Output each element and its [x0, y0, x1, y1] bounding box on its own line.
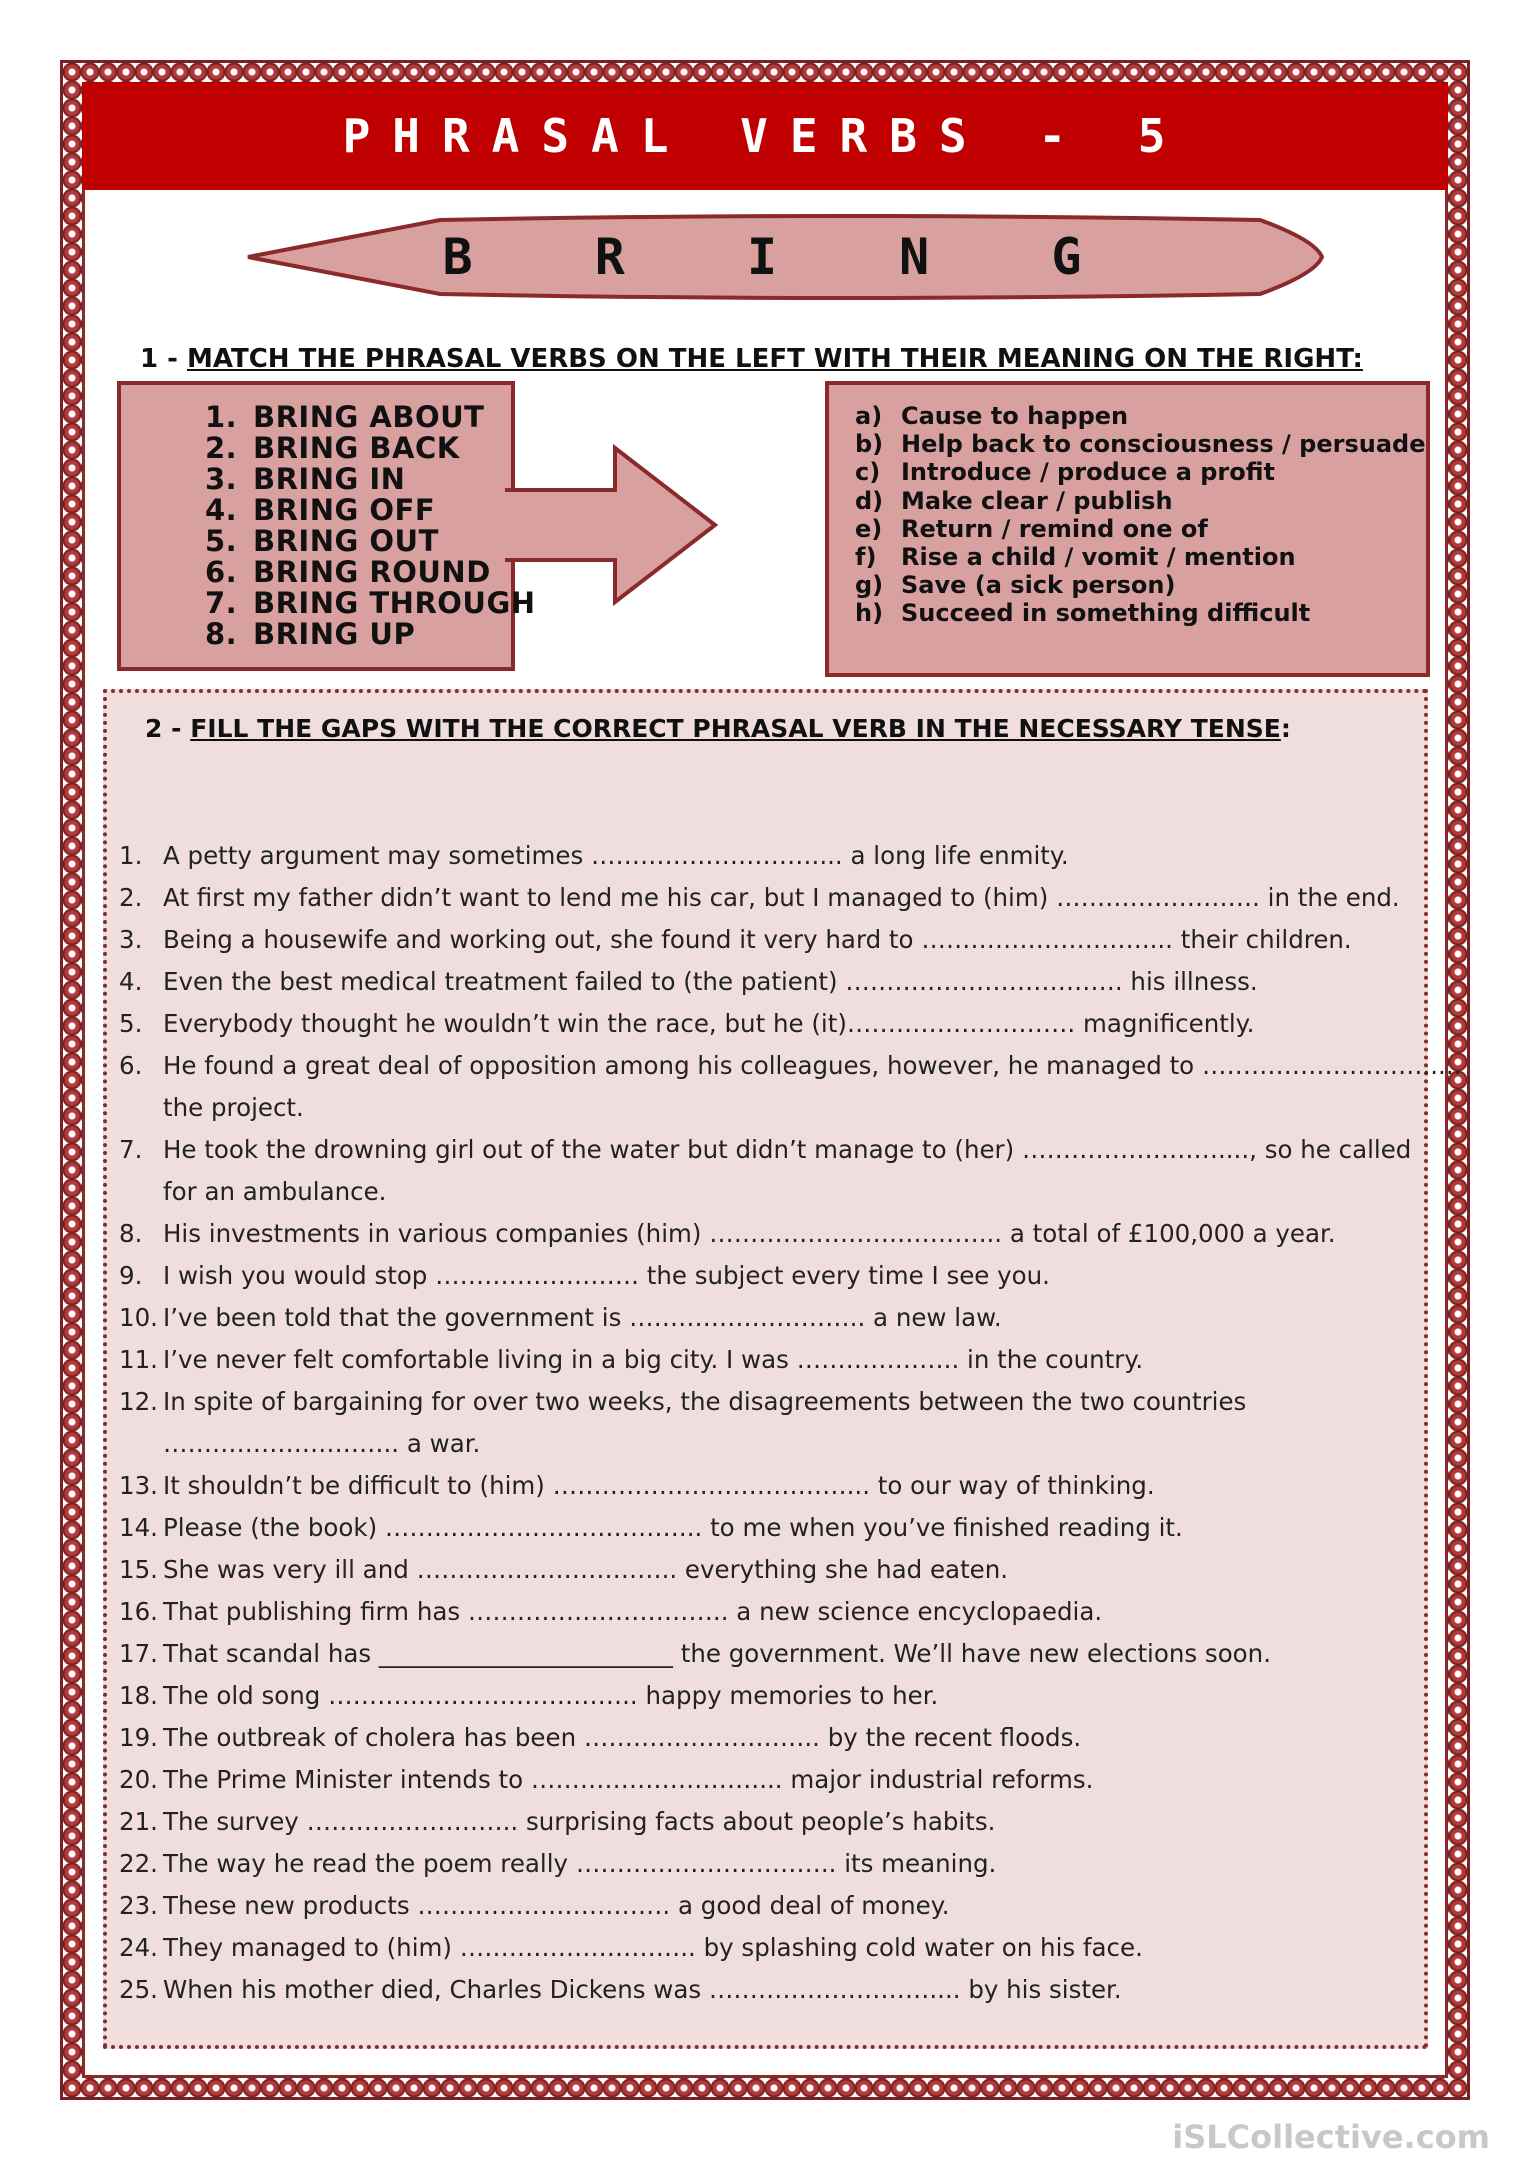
exercise-item: [119, 1969, 1419, 2011]
exercise-sentence: Everybody thought he wouldn’t win the race, but he (it)………………………. magnificently.: [163, 1009, 1255, 1038]
exercise-number: 7.: [119, 1135, 143, 1164]
verb-label: BRING THROUGH: [253, 586, 536, 620]
exercise-sentence: I’ve never felt comfortable living in a big city. I was ……………….. in the country.: [163, 1345, 1144, 1374]
verb-number: 6.: [205, 555, 238, 589]
meaning-letter: f): [855, 543, 877, 572]
exercise-sentence: The survey …………………….. surprising facts about people’s habits.: [163, 1807, 996, 1836]
verb-item: [205, 433, 536, 464]
meaning-text: Succeed in something difficult: [901, 599, 1311, 628]
verb-number: 5.: [205, 524, 238, 558]
exercise-sentence: It shouldn’t be difficult to (him) ………………………………... to our way of thinking.: [163, 1471, 1155, 1500]
exercise-sentence: She was very ill and ………………………….. everything she had eaten.: [163, 1555, 1009, 1584]
exercise-item: [119, 1549, 1419, 1591]
match-arrow-shape: [505, 448, 715, 602]
verb-number: 2.: [205, 431, 238, 465]
exercise-item: [119, 835, 1419, 877]
exercise-sentence: These new products …………………………. a good deal of money.: [163, 1891, 950, 1920]
meaning-item: [855, 543, 1425, 571]
exercise-sentence-continued: ……………………….. a war.: [163, 1429, 481, 1458]
verb-item: [205, 588, 536, 619]
exercise-item: [119, 1801, 1419, 1843]
meaning-text: Save (a sick person): [901, 571, 1176, 600]
exercise-sentence-continued: the project.: [163, 1093, 304, 1122]
verb-label: BRING ROUND: [253, 555, 491, 589]
exercise-sentence: The old song ……………………………….. happy memories to her.: [163, 1681, 939, 1710]
verb-item: [205, 557, 536, 588]
exercise-sentence: In spite of bargaining for over two weeks, the disagreements between the two countries: [163, 1387, 1247, 1416]
exercise-number: 4.: [119, 967, 143, 996]
exercise-number: 15.: [119, 1555, 158, 1584]
exercise-number: 19.: [119, 1723, 158, 1752]
meaning-item: [855, 430, 1425, 458]
section1-instruction: MATCH THE PHRASAL VERBS ON THE LEFT WITH THEIR MEANING ON THE RIGHT:: [187, 344, 1363, 374]
exercise-sentence: Even the best medical treatment failed to (the patient) ……………………………. his illness.: [163, 967, 1258, 996]
verb-number: 7.: [205, 586, 238, 620]
watermark: iSLCollective.com: [1172, 2118, 1490, 2156]
section2-title: [145, 714, 1291, 743]
meaning-letter: h): [855, 599, 884, 628]
exercise-sentence: When his mother died, Charles Dickens was ……………………….... by his sister.: [163, 1975, 1122, 2004]
meaning-text: Return / remind one of: [901, 514, 1208, 543]
exercise-item: [119, 961, 1419, 1003]
exercise-number: 21.: [119, 1807, 158, 1836]
exercise-sentence: The Prime Minister intends to ……………………….... major industrial reforms.: [163, 1765, 1094, 1794]
meaning-letter: d): [855, 486, 884, 515]
exercise-sentence: At first my father didn’t want to lend me his car, but I managed to (him) ……………………. in the end.: [163, 883, 1400, 912]
exercise-sentence: He took the drowning girl out of the water but didn’t manage to (her) ……………………...., so he called: [163, 1135, 1412, 1164]
meaning-item: [855, 571, 1425, 599]
verb-list: [205, 402, 536, 650]
exercise-item: [119, 1255, 1419, 1297]
verb-label: BRING BACK: [253, 431, 460, 465]
exercise-number: 25.: [119, 1975, 158, 2004]
exercise-item: [119, 1381, 1419, 1465]
exercise-number: 17.: [119, 1639, 158, 1668]
meaning-item: [855, 487, 1425, 515]
exercise-sentence: I’ve been told that the government is ……………………….. a new law.: [163, 1303, 1002, 1332]
exercise-item: [119, 1213, 1419, 1255]
meaning-item: [855, 599, 1425, 627]
meaning-item: [855, 402, 1425, 430]
verb-item: [205, 464, 536, 495]
exercise-list: [119, 835, 1462, 2011]
exercise-number: 1.: [119, 841, 143, 870]
meaning-list: [855, 402, 1425, 628]
section2-suffix: :: [1280, 714, 1291, 743]
meaning-text: Rise a child / vomit / mention: [901, 543, 1296, 572]
meaning-text: Cause to happen: [901, 402, 1129, 430]
exercise-item: [119, 919, 1419, 961]
exercise-number: 13.: [119, 1471, 158, 1500]
arrow-joint: [505, 493, 519, 557]
exercise-number: 23.: [119, 1891, 158, 1920]
meaning-letter: g): [855, 571, 884, 600]
exercise-item: [119, 1591, 1419, 1633]
exercise-sentence: His investments in various companies (him) ……………………………... a total of £100,000 a year.: [163, 1219, 1336, 1248]
exercise-number: 10.: [119, 1303, 158, 1332]
exercise-number: 5.: [119, 1009, 143, 1038]
verb-item: [205, 402, 536, 433]
exercise-item: [119, 1843, 1419, 1885]
exercise-number: 22.: [119, 1849, 158, 1878]
exercise-item: [119, 1339, 1419, 1381]
exercise-number: 20.: [119, 1765, 158, 1794]
exercise-item: [119, 1633, 1419, 1675]
section2-instruction: FILL THE GAPS WITH THE CORRECT PHRASAL VERB IN THE NECESSARY TENSE: [190, 714, 1281, 743]
section1-number: 1 -: [140, 344, 178, 374]
exercise-item: [119, 1129, 1419, 1213]
exercise-item: [119, 1045, 1462, 1129]
exercise-sentence: That scandal has ________________________ the government. We’ll have new elections soon.: [163, 1639, 1271, 1668]
exercise-item: [119, 1507, 1419, 1549]
verb-label: BRING UP: [253, 617, 416, 651]
meaning-letter: e): [855, 514, 883, 543]
exercise-sentence: Being a housewife and working out, she found it very hard to ……………………….... their children.: [163, 925, 1352, 954]
verb-number: 8.: [205, 617, 238, 651]
verb-number: 3.: [205, 462, 238, 496]
verb-label: BRING OUT: [253, 524, 439, 558]
exercise-number: 16.: [119, 1597, 158, 1626]
section2-number: 2 -: [145, 714, 182, 743]
exercise-sentence: Please (the book) ………………………………... to me when you’ve finished reading it.: [163, 1513, 1183, 1542]
meaning-letter: a): [855, 402, 883, 430]
exercise-number: 11.: [119, 1345, 158, 1374]
meaning-text: Introduce / produce a profit: [901, 458, 1276, 487]
meaning-letter: b): [855, 430, 884, 459]
verb-item: [205, 619, 536, 650]
exercise-number: 24.: [119, 1933, 158, 1962]
exercise-number: 12.: [119, 1387, 158, 1416]
exercise-item: [119, 1717, 1419, 1759]
exercise-item: [119, 1885, 1419, 1927]
exercise-item: [119, 877, 1419, 919]
match-arrow: [505, 440, 730, 610]
meaning-item: [855, 515, 1425, 543]
exercise-number: 2.: [119, 883, 143, 912]
exercise-number: 14.: [119, 1513, 158, 1542]
verb-number: 1.: [205, 400, 238, 434]
exercise-sentence: He found a great deal of opposition among his colleagues, however, he managed to ……………………….....: [163, 1051, 1462, 1080]
verb-number: 4.: [205, 493, 238, 527]
exercise-number: 18.: [119, 1681, 158, 1710]
exercise-item: [119, 1003, 1419, 1045]
page-title: PHRASAL VERBS - 5: [342, 109, 1188, 163]
exercise-item: [119, 1465, 1419, 1507]
meaning-text: Make clear / publish: [901, 486, 1173, 515]
exercise-number: 9.: [119, 1261, 143, 1290]
exercise-sentence: A petty argument may sometimes ……………………….... a long life enmity.: [163, 841, 1069, 870]
title-banner: [82, 82, 1448, 190]
exercise-item: [119, 1675, 1419, 1717]
verb-label: BRING ABOUT: [253, 400, 485, 434]
meaning-text: Help back to consciousness / persuade: [901, 430, 1426, 459]
verb-heading: B R I N G: [442, 228, 1128, 286]
exercise-sentence-continued: for an ambulance.: [163, 1177, 387, 1206]
exercise-sentence: That publishing firm has ………………………….. a new science encyclopaedia.: [163, 1597, 1103, 1626]
exercise-item: [119, 1927, 1419, 1969]
exercise-item: [119, 1759, 1419, 1801]
exercise-sentence: The way he read the poem really ………………………….. its meaning.: [163, 1849, 997, 1878]
exercise-number: 3.: [119, 925, 143, 954]
section1-title: [140, 344, 1363, 374]
exercise-sentence: The outbreak of cholera has been ……………………….. by the recent floods.: [163, 1723, 1082, 1752]
meaning-letter: c): [855, 458, 881, 487]
meaning-item: [855, 458, 1425, 486]
verb-item: [205, 526, 536, 557]
exercise-item: [119, 1297, 1419, 1339]
verb-label: BRING OFF: [253, 493, 436, 527]
exercise-number: 8.: [119, 1219, 143, 1248]
exercise-number: 6.: [119, 1051, 143, 1080]
verb-item: [205, 495, 536, 526]
verb-label: BRING IN: [253, 462, 406, 496]
exercise-sentence: I wish you would stop ……………………. the subject every time I see you.: [163, 1261, 1050, 1290]
exercise-sentence: They managed to (him) ……………………….. by splashing cold water on his face.: [163, 1933, 1143, 1962]
